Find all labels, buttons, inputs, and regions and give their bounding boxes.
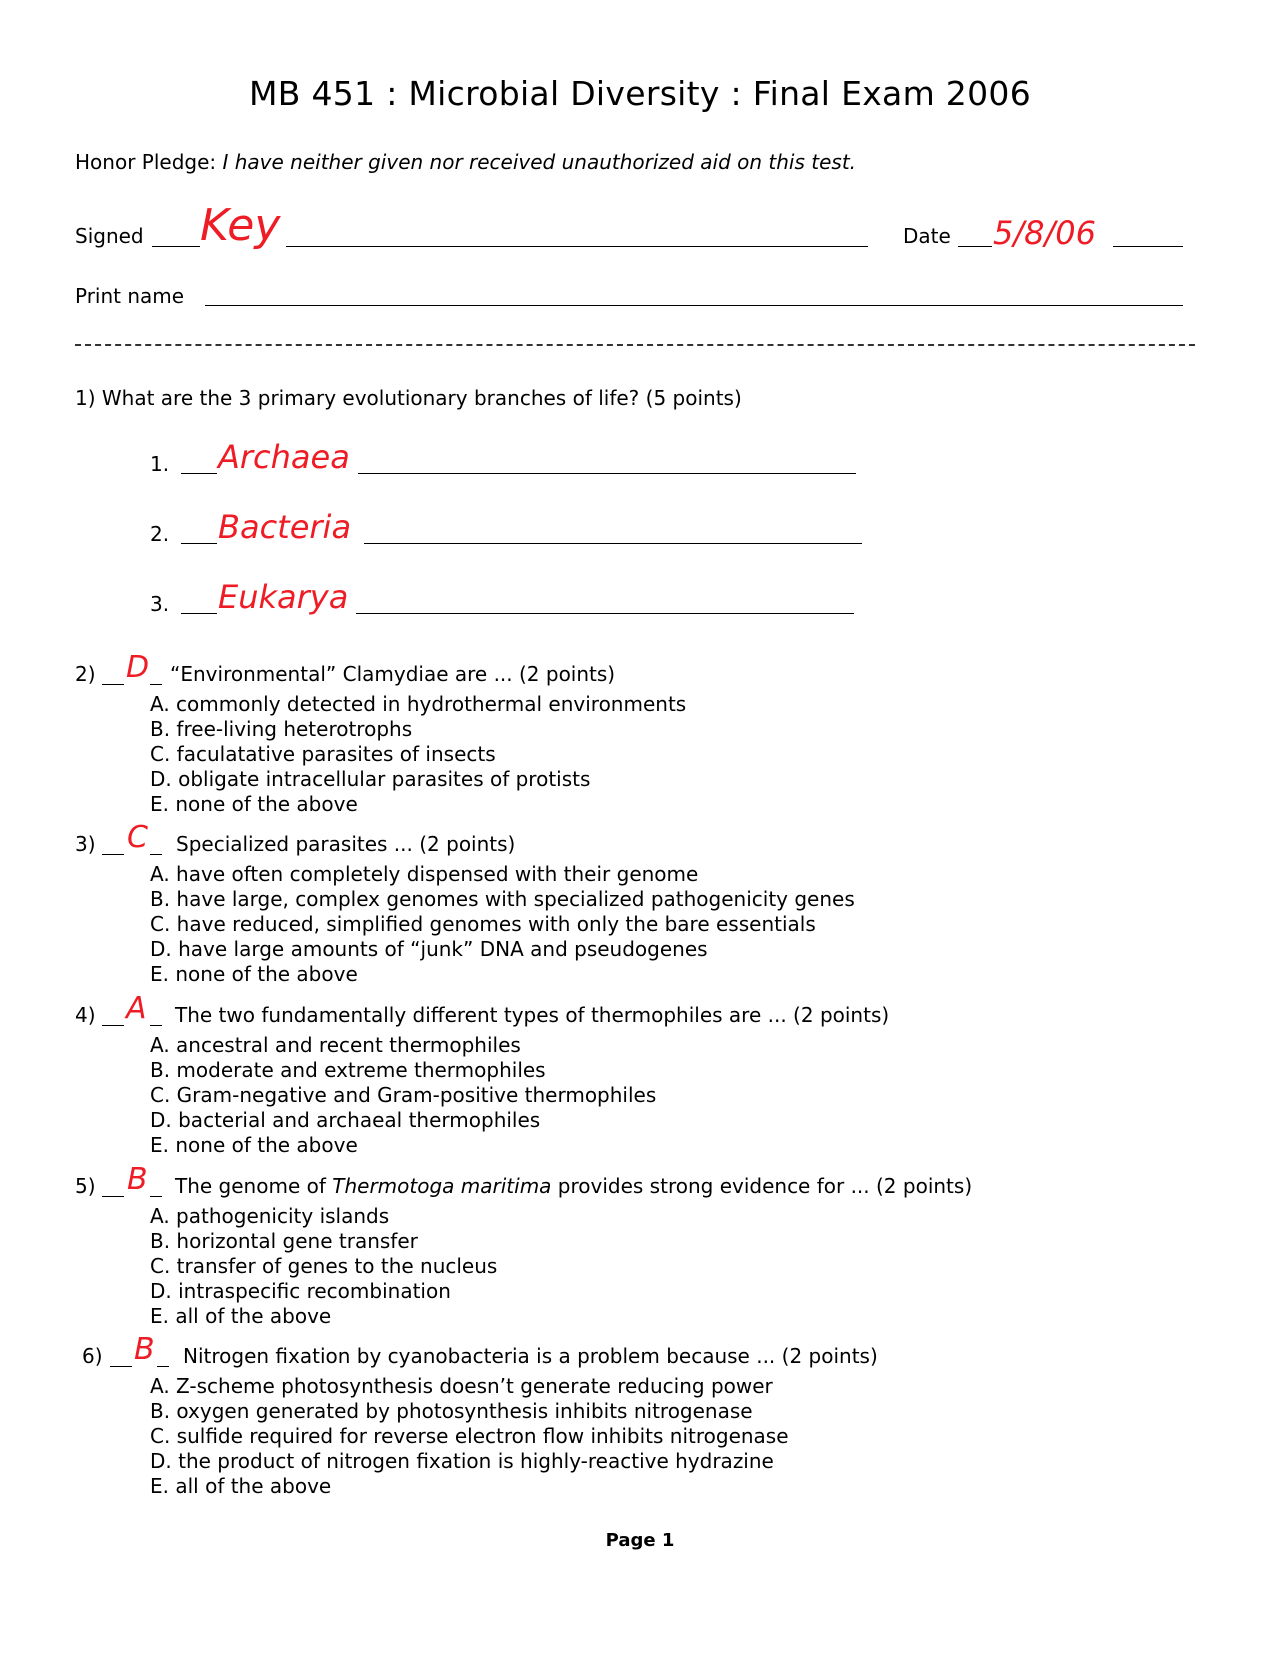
signed-blank-lead bbox=[152, 244, 200, 247]
q1-answer: Archaea bbox=[218, 438, 350, 476]
option: B. moderate and extreme thermophiles bbox=[150, 1058, 546, 1082]
option: E. none of the above bbox=[150, 962, 358, 986]
q6-options bbox=[150, 1374, 789, 1499]
option: D. obligate intracellular parasites of protists bbox=[150, 767, 591, 791]
option: A. pathogenicity islands bbox=[150, 1204, 390, 1228]
q3-answer: C bbox=[127, 820, 148, 855]
option: C. transfer of genes to the nucleus bbox=[150, 1254, 498, 1278]
q2-options bbox=[150, 692, 686, 817]
q1-answer-num: 1. bbox=[150, 452, 170, 476]
q5-blank bbox=[150, 1194, 162, 1197]
q2-prompt: “Environmental” Clamydiae are ... (2 points) bbox=[170, 662, 616, 686]
q3-blank-lead bbox=[102, 852, 124, 855]
q2-blank-lead bbox=[102, 682, 124, 685]
q3-blank bbox=[150, 852, 162, 855]
print-name-blank bbox=[205, 303, 1183, 306]
option: D. bacterial and archaeal thermophiles bbox=[150, 1108, 541, 1132]
option: B. horizontal gene transfer bbox=[150, 1229, 418, 1253]
q2-answer: D bbox=[126, 650, 150, 685]
q1-blank bbox=[356, 611, 854, 614]
option: E. none of the above bbox=[150, 792, 358, 816]
option: D. intraspecific recombination bbox=[150, 1279, 451, 1303]
signed-label: Signed bbox=[75, 224, 144, 248]
q1-answer: Bacteria bbox=[218, 508, 352, 546]
option: B. have large, complex genomes with specialized pathogenicity genes bbox=[150, 887, 855, 911]
q5-prompt-before: The genome of bbox=[175, 1174, 333, 1198]
q1-blank-lead bbox=[181, 611, 217, 614]
signed-value: Key bbox=[200, 200, 281, 251]
q5-num: 5) bbox=[75, 1174, 96, 1198]
option: A. have often completely dispensed with their genome bbox=[150, 862, 699, 886]
q4-answer: A bbox=[126, 991, 147, 1026]
q1-prompt: 1) What are the 3 primary evolutionary branches of life? (5 points) bbox=[75, 386, 742, 410]
page-title: MB 451 : Microbial Diversity : Final Exam 2006 bbox=[249, 74, 1031, 113]
q4-blank-lead bbox=[102, 1023, 124, 1026]
option: E. all of the above bbox=[150, 1304, 332, 1328]
option: B. oxygen generated by photosynthesis inhibits nitrogenase bbox=[150, 1399, 753, 1423]
q3-options bbox=[150, 862, 855, 987]
q5-prompt bbox=[175, 1174, 972, 1198]
option: D. have large amounts of “junk” DNA and pseudogenes bbox=[150, 937, 708, 961]
q5-options bbox=[150, 1204, 497, 1329]
honor-pledge bbox=[75, 150, 856, 174]
option: C. faculatative parasites of insects bbox=[150, 742, 496, 766]
q5-answer: B bbox=[127, 1162, 148, 1197]
print-name-label: Print name bbox=[75, 284, 185, 308]
q5-blank-lead bbox=[102, 1194, 124, 1197]
q1-blank bbox=[358, 471, 856, 474]
q2-num: 2) bbox=[75, 662, 96, 686]
q6-blank bbox=[157, 1364, 169, 1367]
q6-blank-lead bbox=[110, 1364, 132, 1367]
option: E. all of the above bbox=[150, 1474, 332, 1498]
q5-prompt-after: provides strong evidence for ... (2 points) bbox=[551, 1174, 973, 1198]
q6-prompt: Nitrogen fixation by cyanobacteria is a problem because ... (2 points) bbox=[183, 1344, 878, 1368]
q4-num: 4) bbox=[75, 1003, 96, 1027]
pledge-label: Honor Pledge: bbox=[75, 150, 217, 174]
q1-answer-num: 2. bbox=[150, 522, 170, 546]
q3-prompt: Specialized parasites ... (2 points) bbox=[176, 832, 516, 856]
q1-blank-lead bbox=[181, 541, 217, 544]
date-blank bbox=[1113, 244, 1183, 247]
date-blank-lead bbox=[958, 244, 992, 247]
option: A. ancestral and recent thermophiles bbox=[150, 1033, 521, 1057]
option: C. have reduced, simplified genomes with only the bare essentials bbox=[150, 912, 816, 936]
q6-num: 6) bbox=[82, 1344, 103, 1368]
page-number: Page 1 bbox=[605, 1530, 675, 1551]
pledge-text: I have neither given nor received unauthorized aid on this test. bbox=[222, 150, 857, 174]
divider bbox=[75, 344, 1195, 346]
q1-blank-lead bbox=[181, 471, 217, 474]
option: D. the product of nitrogen fixation is highly-reactive hydrazine bbox=[150, 1449, 774, 1473]
signed-blank bbox=[286, 244, 868, 247]
q1-blank bbox=[364, 541, 862, 544]
q4-options bbox=[150, 1033, 656, 1158]
option: A. commonly detected in hydrothermal environments bbox=[150, 692, 687, 716]
date-value: 5/8/06 bbox=[993, 214, 1096, 252]
q4-prompt: The two fundamentally different types of thermophiles are ... (2 points) bbox=[175, 1003, 890, 1027]
q5-organism: Thermotoga maritima bbox=[332, 1174, 552, 1198]
q2-blank bbox=[150, 682, 162, 685]
date-label: Date bbox=[903, 224, 951, 248]
q1-answer-num: 3. bbox=[150, 592, 170, 616]
option: B. free-living heterotrophs bbox=[150, 717, 413, 741]
q4-blank bbox=[150, 1023, 162, 1026]
q1-answer: Eukarya bbox=[218, 578, 349, 616]
option: E. none of the above bbox=[150, 1133, 358, 1157]
q6-answer: B bbox=[134, 1332, 155, 1367]
option: C. Gram-negative and Gram-positive thermophiles bbox=[150, 1083, 657, 1107]
option: A. Z-scheme photosynthesis doesn’t generate reducing power bbox=[150, 1374, 773, 1398]
option: C. sulfide required for reverse electron flow inhibits nitrogenase bbox=[150, 1424, 789, 1448]
q3-num: 3) bbox=[75, 832, 96, 856]
